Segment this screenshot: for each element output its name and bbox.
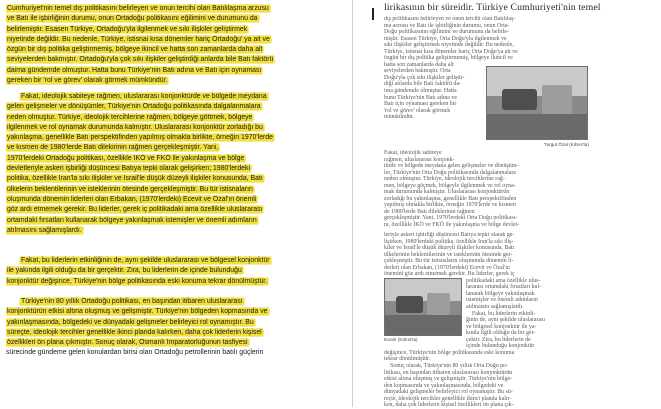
text-line: değişince, Türkiye'nin bölge politikasında eski konuma xyxy=(384,349,515,356)
page-edge-mark xyxy=(372,8,374,20)
text-block-4 xyxy=(384,363,594,409)
text-line: gerçekleşmiştir. Yani, 1970'lerdeki Orta Doğu politikası- xyxy=(384,215,518,222)
text-line: çektir. Zira, bu liderlerin de xyxy=(466,336,531,343)
text-line: atılmasını sağlamışlardı. xyxy=(466,304,524,311)
text-line: derleri olan Erbakan, (1970'lerdeki) Ecevit ve Özal'ın xyxy=(384,264,510,271)
text-line: lanarak bölgeye yakınlaşmak xyxy=(466,290,535,297)
text-line: politikadaki ama özellikle ulus- xyxy=(466,277,541,284)
text-line: ken, daha çok liderlerin kişisel özellikleri ön plana çık- xyxy=(384,402,514,409)
text-line: Doğu'yla çok sıkı ilişkiler geliştir- xyxy=(384,74,465,81)
text-line: konjonktür değişince, Türkiye'nin bölge politikasında eski konuma tekrar dönülmüştür. xyxy=(7,277,268,285)
text-line: Sonuç olarak, Türkiye'nin 80 yıllık Orta Doğu po- xyxy=(390,363,509,369)
text-block-2 xyxy=(384,150,594,229)
text-line: neden olmuştur. Türkiye, ideolojik tercihlerine rağ- xyxy=(384,176,505,183)
text-line: ğinin de, aynı şekilde uluslararası xyxy=(466,317,546,324)
text-line: ma arzusu ve Batı ile işbirliğinin durumu, onun Orta- xyxy=(384,22,510,29)
text-line: nı, özellikle İKÖ ve FKÖ ile yakınlaşma ve bölge devlet- xyxy=(384,222,520,229)
text-line: daima gündemde olmuştur. Hatta bunu Türkiye'nin Batı adına ve Batı için oynaması xyxy=(7,66,262,74)
text-line: Cumhuriyet'nin temel dış politikasını belirleyen ve onun tercihi olan Batılılaşma arzusu xyxy=(7,5,269,12)
text-line: ler, Türkiye'nin Orta Doğu politikasında dalgalanmalara xyxy=(384,169,516,176)
text-line: litikası, en başından itibaren uluslararası konjonktürün xyxy=(384,369,513,376)
text-line: çekleşmiştir. Bu tür istisnaların oluşmunda dönemin li- xyxy=(384,258,514,265)
text-line: oluşmunda dönemin liderleri olan Erbakan, (1970'lerdeki) Ecevit ve Özal'ın önemli xyxy=(7,195,257,203)
text-line: dünyadaki gelişmeler belirleyici rol oynamıştır. Bu sü- xyxy=(384,389,513,396)
text-line: diği anlarda bile Batı faktörü da- xyxy=(384,81,462,88)
text-line: göz ardı etmemek gerekir. Bu liderler, gerek iç politikadaki ama özellikle uluslararası xyxy=(7,206,263,214)
text-line: gelen gelişmeler ve dönüşümler, Türkiye'nin Ortadoğu politikasında dalgalanmalara xyxy=(7,103,261,111)
text-line: Fakat, bu liderlerin etkinli- xyxy=(472,310,536,317)
text-line: önemini göz ardı etmemek gerekir. Bu liderler, gerek iç xyxy=(384,271,515,278)
text-line: bunu Türkiye'nin Batı adına ve xyxy=(384,94,457,101)
highlighted-text-column xyxy=(0,0,330,407)
text-line: Doğu politikasının eğilimini ve durumunu da belirle- xyxy=(384,29,509,36)
text-line: tekrar dönülmüştür. xyxy=(384,356,431,363)
text-line: türde ve bölgede meydana gelen gelişmeler ve dönüşüm- xyxy=(384,163,519,170)
text-line: sıkı ilişkiler geliştirmek niyetinde değildir. Bu nedenle, xyxy=(384,42,514,49)
text-line: lararası ortamdaki fırsatları kul- xyxy=(466,284,542,291)
text-line: devletleriyle askeri işbirliği düşüncesi Batıya tepki olarak gelişirken; 1980'lerdeki xyxy=(7,165,250,173)
paragraph-3 xyxy=(6,256,332,287)
text-line: dış politikasını belirleyen ve onun tercihi olan Batılılaş- xyxy=(384,16,516,22)
text-line: leriyle askeri işbirliği düşüncesi Batıya tepki olarak ge- xyxy=(384,232,515,238)
text-line: mak durumunda kalmıştır. Uluslararası konjonktürün xyxy=(384,189,510,196)
text-line: Türkiye'nin 80 yıllık Ortadoğu politikası, en başından itibaren uluslararası xyxy=(21,298,243,305)
text-line: ima gündemde olmuştur. Hatta xyxy=(384,88,457,95)
text-line: seviyelerden bakmıştır. Orta xyxy=(384,68,451,75)
photo-ecevit xyxy=(384,278,462,336)
text-line: ilgilenmek ve rol oynamak durumunda kalmıştır. Uluslararası konjonktür zorladığı bu xyxy=(7,123,263,131)
text-line: Türkiye, istisnai kısa dönemler hariç Orta Doğu'ya ait ve xyxy=(384,48,518,55)
text-line: yakınlaşmasında, bölgedeki ve dünyadaki gelişmeler belirleyici rol oynamıştır. Bu xyxy=(7,318,254,326)
text-line: Fakat, ideolojik sabiteye rağmen, uluslararası konjonktürde ve bölgede meydana xyxy=(21,93,267,100)
text-line: kında ilgili olduğu da bir ger- xyxy=(466,330,536,337)
text-line: etkisi altına oluşmuş ve gelişmiştir. Türkiye'nin bölge- xyxy=(384,376,513,383)
text-line: seviyelerden bakmıştır. Ortadoğu'yla çok sıkı ilişkiler geliştirdiği anlarda bile Batı faktörü xyxy=(7,56,274,64)
text-line: atılmasını sağlamışlardı. xyxy=(7,226,82,234)
text-line: lişirken, 1980'lerdeki politika, özellikle İran'la sıkı iliş- xyxy=(384,238,514,245)
text-line: yakınlaşma, genellikle Batı perspektifinden yapılmış olmakla birlikte, örneğin 1970'lerde xyxy=(7,134,273,142)
text-line: ortamdaki fırsatları kullanarak bölgeye yakınlaşmak istemişler ve önemli adımların xyxy=(7,216,257,224)
photo-caption: Turgut Özal (Kıbrıs'ta) xyxy=(544,142,589,147)
text-line: ülkelerinin beklentilerinin ve isteklerinin ötesinde ger- xyxy=(384,251,513,258)
text-line: den kopmasında ve yakınlaşmasında, bölgedeki ve xyxy=(384,382,504,389)
text-line: 'rol ve görev' olarak görmek xyxy=(384,107,451,114)
text-line: ve kısmen de 1980'lerde Batı dilekirinin rağmen gerçekleşmiştir. Yani, xyxy=(7,144,219,152)
text-line: 1970'lerdeki Ortadoğu politikası, özellikle İKÖ ve FKÖ ile yakınlaşma ve bölge xyxy=(7,154,245,162)
text-line: niyetinde değildir. Bu nedenle, Türkiye, istisnai kısa dönemler hariç Ortadoğu' ya ait ve xyxy=(7,35,270,43)
text-line: zorladığı bu yakınlaşma, genellikle Batı perspektifinden xyxy=(384,195,517,202)
paragraph-1 xyxy=(6,4,332,86)
paragraph-4 xyxy=(6,297,332,359)
text-line: Batı için oynaması gereken bir xyxy=(384,101,457,108)
paragraph-2 xyxy=(6,92,332,236)
text-line: istemişler ve önemli adımların xyxy=(466,297,538,304)
text-line: rağmen, uluslararası konjonk- xyxy=(384,156,455,163)
text-line: yapılmış olmakla birlikte, örneğin 1970'lerde ve kısmen xyxy=(384,202,516,209)
book-page-column xyxy=(376,0,661,407)
text-line: kiler ve İsrail'le düşük düzeyli ilişkiler konusunda, Batı xyxy=(384,245,515,252)
text-line: politika, özellikle İran'la sıkı ilişkiler ve İsrail'le düşük düzeyli ilişkiler konusunda, Batı xyxy=(7,175,263,183)
text-line: hatta son zamanlarda daha alt xyxy=(384,61,454,68)
text-line: ve bölgesel konjonktür ile ya- xyxy=(466,323,537,330)
text-line: özgün bir dış politika geliştirmemiş, bölgeye ikincil ve hatta son zamanlarda daha alt xyxy=(7,46,263,54)
photo-caption: Ecevit (Kıbrıs'ta) xyxy=(384,337,418,342)
text-line: Fakat, bu liderlerin etkinliğinin de, aynı şekilde uluslararası ve bölgesel konjonktür xyxy=(21,257,270,264)
text-line: süreçte, ideolojik tercihler genellikle ikinci planda kalırken, daha çok liderlerin kişisel xyxy=(7,328,262,336)
text-line: ile yakında ilgili olduğu da bir gerçektir. Zira, bu liderlerin de içinde bulunduğu xyxy=(7,267,242,275)
text-line: ve Batı ile işbirliğinin durumu, onun Ortadoğu politikasını eğilimini ve durumunu da xyxy=(7,15,258,23)
text-line: özgün bir dış politika geliştirmemiş, bölgeye ikincil ve xyxy=(384,55,513,62)
text-line: Fakat, ideolojik sabiteye xyxy=(384,150,442,156)
text-line: de 1980'lerde Batı dileklerinin rağmen xyxy=(384,208,475,215)
text-line: içinde bulunduğu konjonktür xyxy=(466,343,535,350)
text-line: gereken bir 'rol ve görev' olarak görmek mümkündür. xyxy=(7,77,168,85)
text-line: sürecinde gündeme gelen konulardan birisi olan Ortadoğu petrollerinin batılı güçlerin xyxy=(6,349,264,357)
page-top-line: lirikasının bir süreidir. Türkiye Cumhuriyeti'nin temel xyxy=(384,2,601,13)
text-line: reçte, ideolojik tercihler genellikle ikinci planda kalır- xyxy=(384,395,512,402)
text-line: ülkelerin beklentilerinin ve isteklerinin ötesinde gerçekleşmiştir. Bu tür istisnaların xyxy=(7,185,253,193)
photo-ozal xyxy=(486,66,588,140)
text-line: belirlemiştir. Esasen Türkiye, Ortadoğu'yla ilgilenmek ve sıkı ilişkiler geliştirmek xyxy=(7,25,248,33)
text-line: özellikleri ön plana çıkmıştır. Sonuç olarak, Osmanlı İmparatorluğunun tasfiyesi xyxy=(7,339,248,347)
page-divider xyxy=(352,0,353,407)
text-line: mümkündür. xyxy=(384,114,414,121)
text-line: neden olmuştur. Türkiye, ideolojik tercihlerine rağmen, bölgeye göttmek, bölgeye xyxy=(7,113,253,121)
text-line: men, bölgeye göçmek, bölgeyle ilgilenmek ve rol oyna- xyxy=(384,182,516,189)
text-line: miştir. Esasen Türkiye, Orta Doğu'yla ilgilenmek ve xyxy=(384,35,507,42)
text-line: konjonktürün etkisi altına oluşmuş ve gelişmiştir. Türkiye'nin bölgeden kopmasında ve xyxy=(7,308,268,316)
